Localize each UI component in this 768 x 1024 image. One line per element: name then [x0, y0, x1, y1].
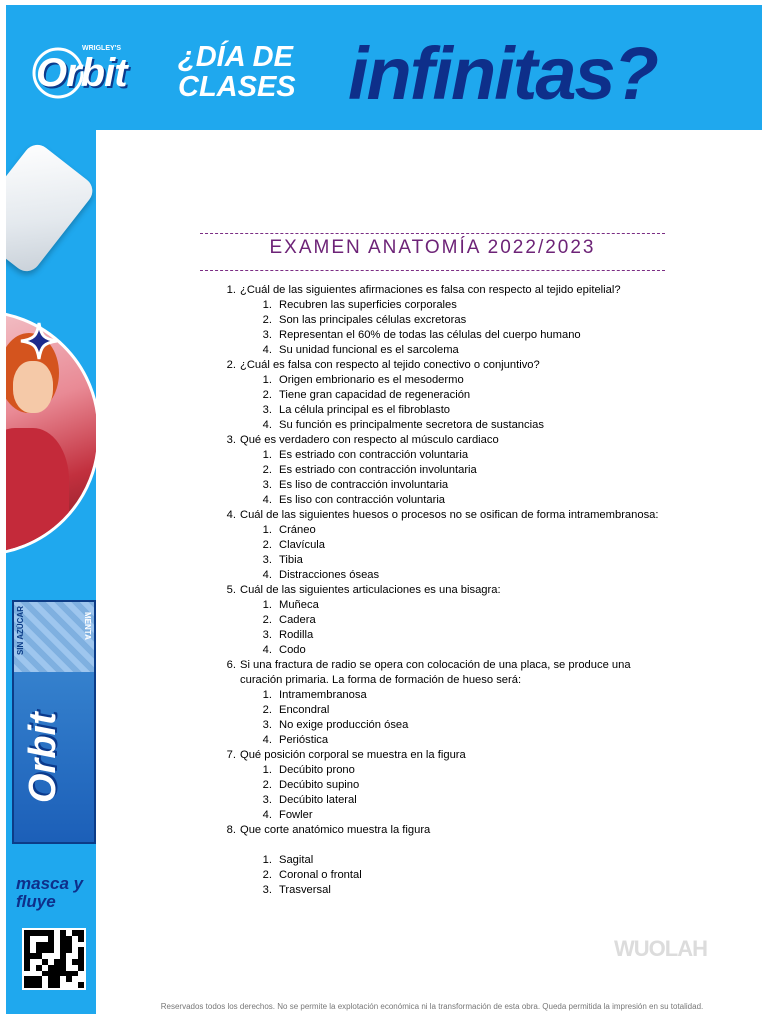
option-number: 1.	[262, 854, 272, 866]
answer-option	[216, 718, 666, 733]
answer-option	[216, 313, 666, 328]
answer-option	[216, 343, 666, 358]
option-text: Decúbito lateral	[279, 794, 357, 806]
answer-option	[216, 493, 666, 508]
option-text: Es liso con contracción voluntaria	[279, 494, 446, 506]
footer-text: Reservados todos los derechos. No se permite la explotación económica ni la transformación de esta obra. Queda permitida la impresión en su totalidad.	[160, 1002, 704, 1011]
question-number: 8.	[226, 824, 236, 836]
option-number: 4.	[262, 734, 272, 746]
question-item	[216, 823, 666, 838]
figure-spacer	[216, 838, 666, 853]
question-text: Que corte anatómico muestra la figura	[240, 824, 431, 836]
question-text: Cuál de las siguientes huesos o procesos no se osifican de forma intramembranosa:	[240, 509, 659, 521]
pack-mint-pattern	[14, 602, 94, 672]
answer-option	[216, 598, 666, 613]
option-text: Perióstica	[279, 734, 329, 746]
option-number: 3.	[262, 554, 272, 566]
logo-wrigleys: WRIGLEY'S	[82, 45, 121, 52]
answer-option	[216, 418, 666, 433]
option-number: 2.	[262, 869, 272, 881]
ad-sidebar[interactable]	[6, 130, 96, 1014]
option-text: Son las principales células excretoras	[279, 314, 467, 326]
option-text: Clavícula	[279, 539, 326, 551]
qr-cell	[78, 982, 84, 988]
option-text: Encondral	[279, 704, 330, 716]
option-text: Fowler	[279, 809, 313, 821]
answer-option	[216, 373, 666, 388]
answer-option	[216, 733, 666, 748]
answer-option	[216, 703, 666, 718]
option-number: 4.	[262, 344, 272, 356]
option-text: Su unidad funcional es el sarcolema	[279, 344, 459, 356]
pack-tag-flavor: MENTA	[83, 612, 92, 640]
option-number: 3.	[262, 794, 272, 806]
option-number: 2.	[262, 539, 272, 551]
option-number: 3.	[262, 719, 272, 731]
option-text: Origen embrionario es el mesodermo	[279, 374, 464, 386]
pack-tag-sugarfree: SIN AZÚCAR	[16, 606, 25, 656]
option-list	[216, 448, 666, 508]
option-number: 1.	[262, 524, 272, 536]
answer-option	[216, 478, 666, 493]
gum-piece-icon	[6, 139, 96, 277]
answer-option	[216, 403, 666, 418]
question-list	[216, 283, 666, 898]
option-number: 3.	[262, 479, 272, 491]
option-text: Intramembranosa	[279, 689, 367, 701]
answer-option	[216, 868, 666, 883]
option-list	[216, 373, 666, 433]
option-text: Trasversal	[279, 884, 331, 896]
headline-white: ¿DÍA DE CLASES	[178, 41, 296, 103]
answer-option	[216, 463, 666, 478]
logo-brand-text: Orbit	[36, 51, 127, 95]
question-number: 5.	[226, 584, 236, 596]
option-number: 2.	[262, 464, 272, 476]
option-text: Es estriado con contracción voluntaria	[279, 449, 469, 461]
option-number: 2.	[262, 389, 272, 401]
option-number: 4.	[262, 644, 272, 656]
option-number: 2.	[262, 314, 272, 326]
question-number: 1.	[226, 284, 236, 296]
answer-option	[216, 448, 666, 463]
qr-code-icon[interactable]	[22, 928, 86, 990]
headline-blue: infinitas?	[348, 32, 657, 115]
question-item	[216, 283, 666, 298]
option-text: La célula principal es el fibroblasto	[279, 404, 451, 416]
question-text: Qué posición corporal se muestra en la figura	[240, 749, 466, 761]
answer-option	[216, 553, 666, 568]
option-text: Tibia	[279, 554, 303, 566]
option-number: 1.	[262, 374, 272, 386]
answer-option	[216, 568, 666, 583]
option-text: Rodilla	[279, 629, 314, 641]
option-number: 4.	[262, 809, 272, 821]
option-number: 1.	[262, 299, 272, 311]
option-number: 3.	[262, 329, 272, 341]
answer-option	[216, 793, 666, 808]
option-list	[216, 598, 666, 658]
ad-banner[interactable]	[6, 5, 762, 130]
question-text: ¿Cuál es falsa con respecto al tejido conectivo o conjuntivo?	[240, 359, 540, 371]
photo-face	[13, 361, 53, 413]
question-item	[216, 358, 666, 373]
option-number: 2.	[262, 704, 272, 716]
option-list	[216, 688, 666, 748]
option-number: 1.	[262, 764, 272, 776]
question-number: 2.	[226, 359, 236, 371]
sparkle-icon	[20, 322, 58, 360]
question-text: ¿Cuál de las siguientes afirmaciones es falsa con respecto al tejido epitelial?	[240, 284, 621, 296]
option-number: 2.	[262, 614, 272, 626]
option-text: No exige producción ósea	[279, 719, 409, 731]
option-text: Cráneo	[279, 524, 316, 536]
question-number: 6.	[226, 659, 236, 671]
slogan-text: masca y fluye	[16, 874, 84, 911]
option-number: 2.	[262, 779, 272, 791]
question-item	[216, 583, 666, 598]
answer-option	[216, 883, 666, 898]
answer-option	[216, 628, 666, 643]
option-number: 1.	[262, 599, 272, 611]
question-item	[216, 508, 666, 523]
option-text: Su función es principalmente secretora de sustancias	[279, 419, 544, 431]
option-text: Distracciones óseas	[279, 569, 380, 581]
answer-option	[216, 763, 666, 778]
option-list	[216, 853, 666, 898]
question-text: Si una fractura de radio se opera con colocación de una placa, se produce una curación primaria. La forma de formación de hueso será:	[240, 659, 631, 686]
answer-option	[216, 688, 666, 703]
option-text: Representan el 60% de todas las células del cuerpo humano	[279, 329, 581, 341]
option-number: 1.	[262, 449, 272, 461]
option-text: Coronal o frontal	[279, 869, 362, 881]
pack-brand-text: Orbit	[22, 712, 64, 804]
wuolah-watermark: WUOLAH	[614, 936, 707, 961]
answer-option	[216, 853, 666, 868]
option-list	[216, 763, 666, 823]
option-number: 4.	[262, 494, 272, 506]
answer-option	[216, 778, 666, 793]
answer-option	[216, 613, 666, 628]
answer-option	[216, 538, 666, 553]
option-text: Sagital	[279, 854, 314, 866]
option-number: 4.	[262, 419, 272, 431]
answer-option	[216, 388, 666, 403]
option-number: 3.	[262, 629, 272, 641]
answer-option	[216, 328, 666, 343]
answer-option	[216, 298, 666, 313]
option-text: Recubren las superficies corporales	[279, 299, 457, 311]
question-text: Qué es verdadero con respecto al músculo cardiaco	[240, 434, 499, 446]
question-number: 7.	[226, 749, 236, 761]
option-number: 3.	[262, 884, 272, 896]
question-item	[216, 658, 666, 688]
option-text: Codo	[279, 644, 306, 656]
option-text: Decúbito supino	[279, 779, 360, 791]
option-list	[216, 523, 666, 583]
photo-body	[6, 428, 69, 556]
answer-option	[216, 523, 666, 538]
option-text: Muñeca	[279, 599, 319, 611]
gum-pack-image	[12, 600, 96, 844]
question-item	[216, 433, 666, 448]
answer-option	[216, 808, 666, 823]
option-text: Es estriado con contracción involuntaria	[279, 464, 477, 476]
option-text: Cadera	[279, 614, 316, 626]
document-title: EXAMEN ANATOMÍA 2022/2023	[200, 233, 665, 271]
option-number: 3.	[262, 404, 272, 416]
question-number: 3.	[226, 434, 236, 446]
option-number: 4.	[262, 569, 272, 581]
option-number: 1.	[262, 689, 272, 701]
answer-option	[216, 643, 666, 658]
option-list	[216, 298, 666, 358]
question-item	[216, 748, 666, 763]
option-text: Es liso de contracción involuntaria	[279, 479, 449, 491]
question-text: Cuál de las siguientes articulaciones es una bisagra:	[240, 584, 501, 596]
option-text: Decúbito prono	[279, 764, 355, 776]
question-number: 4.	[226, 509, 236, 521]
option-text: Tiene gran capacidad de regeneración	[279, 389, 471, 401]
